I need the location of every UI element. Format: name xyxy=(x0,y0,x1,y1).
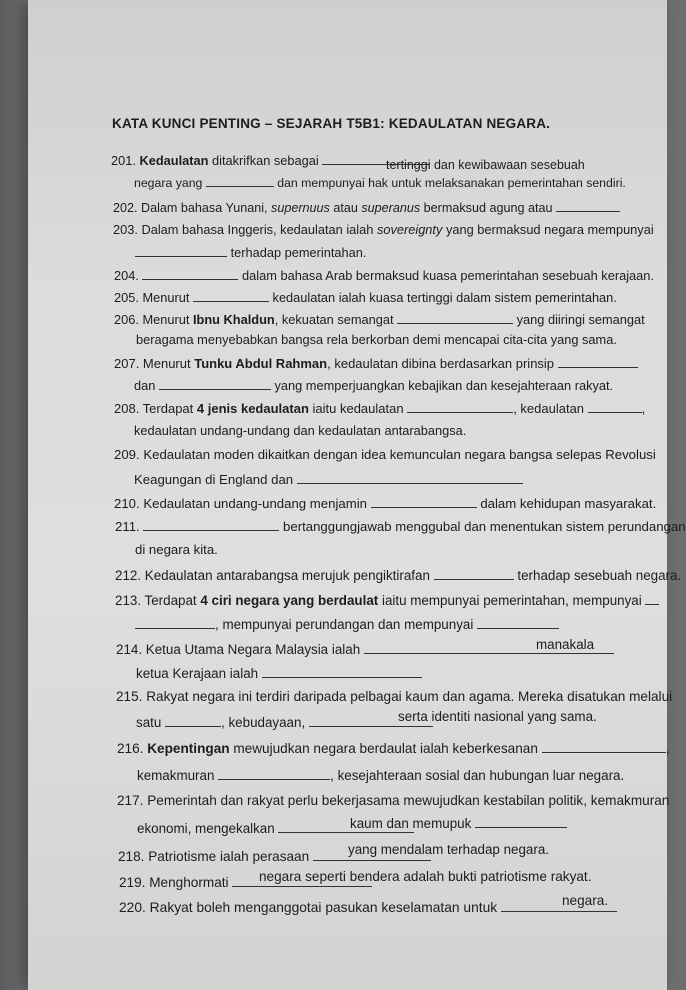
question-217: 217. Pemerintah dan rakyat perlu bekerjasama mewujudkan kestabilan politik, kemakmuran xyxy=(117,793,670,808)
question-211-line2: di negara kita. xyxy=(135,542,218,557)
question-207: 207. Menurut Tunku Abdul Rahman, kedaulatan dibina berdasarkan prinsip xyxy=(114,355,638,372)
answer-blank[interactable] xyxy=(135,244,227,257)
question-211: 211. bertanggungjawab menggubal dan menentukan sistem perundangan xyxy=(115,519,686,534)
question-213-line2: , mempunyai perundangan dan mempunyai xyxy=(135,616,559,633)
question-205: 205. Menurut kedaulatan ialah kuasa tertinggi dalam sistem pemerintahan. xyxy=(114,290,617,305)
question-220-text: negara. xyxy=(562,893,609,908)
page-title: KATA KUNCI PENTING – SEJARAH T5B1: KEDAULATAN NEGARA. xyxy=(112,116,551,131)
answer-blank[interactable] xyxy=(143,518,279,531)
answer-blank[interactable] xyxy=(297,471,523,484)
answer-blank[interactable] xyxy=(371,495,477,508)
question-207-line2: dan yang memperjuangkan kebajikan dan kesejahteraan rakyat. xyxy=(134,378,614,393)
answer-blank[interactable] xyxy=(397,311,513,324)
question-216: 216. Kepentingan mewujudkan negara berdaulat ialah keberkesanan , xyxy=(117,741,670,756)
question-216-line2: kemakmuran , kesejahteraan sosial dan hubungan luar negara. xyxy=(137,768,625,783)
answer-blank[interactable] xyxy=(542,740,666,753)
question-201-line2: negara yang dan mempunyai hak untuk melaksanakan pemerintahan sendiri. xyxy=(134,176,626,190)
answer-blank[interactable] xyxy=(556,199,620,212)
question-214-line2: ketua Kerajaan ialah xyxy=(136,665,422,682)
question-201: 201. Kedaulatan ditakrifkan sebagai xyxy=(111,152,430,169)
question-219: 219. Menghormati xyxy=(119,874,372,891)
question-202: 202. Dalam bahasa Yunani, supernuus atau superanus bermaksud agung atau xyxy=(113,199,620,216)
answer-blank[interactable] xyxy=(159,377,271,390)
answer-blank[interactable] xyxy=(558,355,638,368)
answer-blank[interactable] xyxy=(434,567,514,580)
question-217-line2: ekonomi, mengekalkan xyxy=(137,820,414,837)
answer-blank[interactable] xyxy=(407,400,513,413)
question-203-line2: terhadap pemerintahan. xyxy=(135,244,366,261)
answer-blank[interactable] xyxy=(645,592,659,605)
answer-blank[interactable] xyxy=(218,767,330,780)
question-215-text: serta identiti nasional yang sama. xyxy=(398,709,597,724)
answer-blank[interactable] xyxy=(206,174,274,187)
question-217-text: kaum dan memupuk xyxy=(350,815,567,832)
question-204: 204. dalam bahasa Arab bermaksud kuasa pemerintahan sesebuah kerajaan. xyxy=(114,268,654,283)
question-212: 212. Kedaulatan antarabangsa merujuk pengiktirafan terhadap sesebuah negara. xyxy=(115,568,682,583)
answer-blank[interactable] xyxy=(477,616,559,629)
answer-blank[interactable] xyxy=(135,616,215,629)
answer-blank[interactable] xyxy=(142,267,238,280)
answer-blank[interactable] xyxy=(475,815,567,828)
question-214-text: manakala xyxy=(536,637,595,652)
question-213: 213. Terdapat 4 ciri negara yang berdaulat iaitu mempunyai pemerintahan, mempunyai xyxy=(115,592,659,609)
answer-blank[interactable] xyxy=(165,714,221,727)
question-215: 215. Rakyat negara ini terdiri daripada pelbagai kaum dan agama. Mereka disatukan melalui xyxy=(116,689,673,704)
question-218: 218. Patriotisme ialah perasaan xyxy=(118,848,431,865)
question-206: 206. Menurut Ibnu Khaldun, kekuatan semangat yang diiringi semangat xyxy=(114,312,645,327)
question-220: 220. Rakyat boleh menganggotai pasukan keselamatan untuk xyxy=(119,899,617,916)
question-208-line2: kedaulatan undang-undang dan kedaulatan antarabangsa. xyxy=(134,423,467,438)
question-210: 210. Kedaulatan undang-undang menjamin dalam kehidupan masyarakat. xyxy=(114,496,657,511)
question-214: 214. Ketua Utama Negara Malaysia ialah xyxy=(116,641,614,658)
answer-blank[interactable] xyxy=(262,665,422,678)
question-206-line2: beragama menyebabkan bangsa rela berkorban demi mencapai cita-cita yang sama. xyxy=(136,332,617,347)
answer-blank[interactable] xyxy=(193,289,269,302)
question-219-text: negara seperti bendera adalah bukti patriotisme rakyat. xyxy=(259,869,592,884)
question-215-line2: satu , kebudayaan, xyxy=(136,714,433,731)
question-209: 209. Kedaulatan moden dikaitkan dengan idea kemunculan negara bangsa selepas Revolusi xyxy=(114,447,656,462)
question-201-text: tertinggi dan kewibawaan sesebuah xyxy=(386,158,585,172)
question-209-line2: Keagungan di England dan xyxy=(134,471,523,488)
question-208: 208. Terdapat 4 jenis kedaulatan iaitu kedaulatan , kedaulatan , xyxy=(114,401,646,416)
question-203: 203. Dalam bahasa Inggeris, kedaulatan ialah sovereignty yang bermaksud negara mempunyai xyxy=(113,222,654,237)
answer-blank[interactable] xyxy=(588,400,642,413)
question-218-text: yang mendalam terhadap negara. xyxy=(348,842,549,857)
